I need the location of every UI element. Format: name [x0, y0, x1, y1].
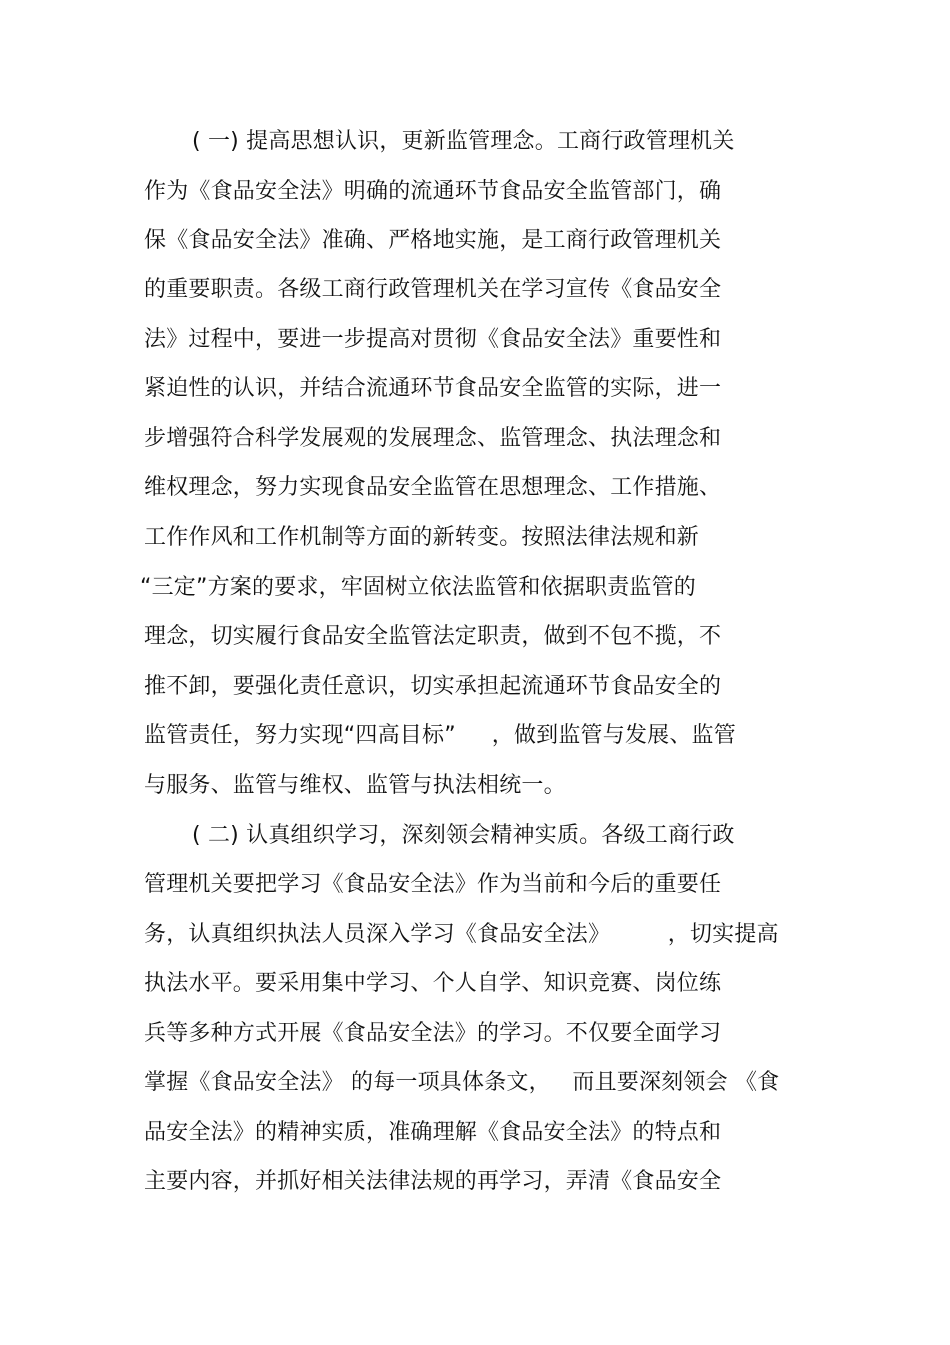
- paragraph-1-line-2: 作为《食品安全法》明确的流通环节食品安全监管部门，确: [144, 179, 722, 204]
- paragraph-1-line-8: 维权理念，努力实现食品安全监管在思想理念、工作措施、: [144, 475, 722, 500]
- paragraph-2-line-7: 品安全法》的精神实质，准确理解《食品安全法》的特点和: [144, 1120, 722, 1145]
- paragraph-1-line-7: 步增强符合科学发展观的发展理念、监管理念、执法理念和: [144, 426, 722, 451]
- paragraph-1-line-4: 的重要职责。各级工商行政管理机关在学习宣传《食品安全: [144, 277, 722, 302]
- paragraph-2-line-4: 执法水平。要采用集中学习、个人自学、知识竞赛、岗位练: [144, 971, 722, 996]
- paragraph-2-line-3: 务，认真组织执法人员深入学习《食品安全法》 ，切实提高: [144, 922, 779, 947]
- paragraph-1-line-6: 紧迫性的认识，并结合流通环节食品安全监管的实际，进一: [144, 376, 722, 401]
- paragraph-2-line-8: 主要内容，并抓好相关法律法规的再学习，弄清《食品安全: [144, 1169, 722, 1194]
- paragraph-1-line-1: ( 一) 提高思想认识，更新监管理念。工商行政管理机关: [192, 129, 735, 154]
- paragraph-2-line-5: 兵等多种方式开展《食品安全法》的学习。不仅要全面学习: [144, 1021, 722, 1046]
- paragraph-1-line-5: 法》过程中，要进一步提高对贯彻《食品安全法》重要性和: [144, 327, 722, 352]
- paragraph-1-line-9: 工作作风和工作机制等方面的新转变。按照法律法规和新: [144, 525, 700, 550]
- paragraph-1-line-10: “三定”方案的要求，牢固树立依法监管和依据职责监管的: [140, 575, 696, 600]
- paragraph-1-line-12: 推不卸，要强化责任意识，切实承担起流通环节食品安全的: [144, 674, 722, 699]
- paragraph-1-line-14: 与服务、监管与维权、监管与执法相统一。: [144, 773, 566, 798]
- paragraph-2-line-2: 管理机关要把学习《食品安全法》作为当前和今后的重要任: [144, 872, 722, 897]
- paragraph-2-line-1: ( 二) 认真组织学习，深刻领会精神实质。各级工商行政: [192, 823, 735, 848]
- paragraph-2-line-6: 掌握《食品安全法》 的每一项具体条文， 而且要深刻领会 《食: [144, 1070, 780, 1095]
- paragraph-1-line-3: 保《食品安全法》准确、严格地实施，是工商行政管理机关: [144, 228, 722, 253]
- paragraph-1-line-11: 理念，切实履行食品安全监管法定职责，做到不包不揽，不: [144, 624, 722, 649]
- paragraph-1-line-13: 监管责任，努力实现“四高目标” ，做到监管与发展、监管: [144, 723, 736, 748]
